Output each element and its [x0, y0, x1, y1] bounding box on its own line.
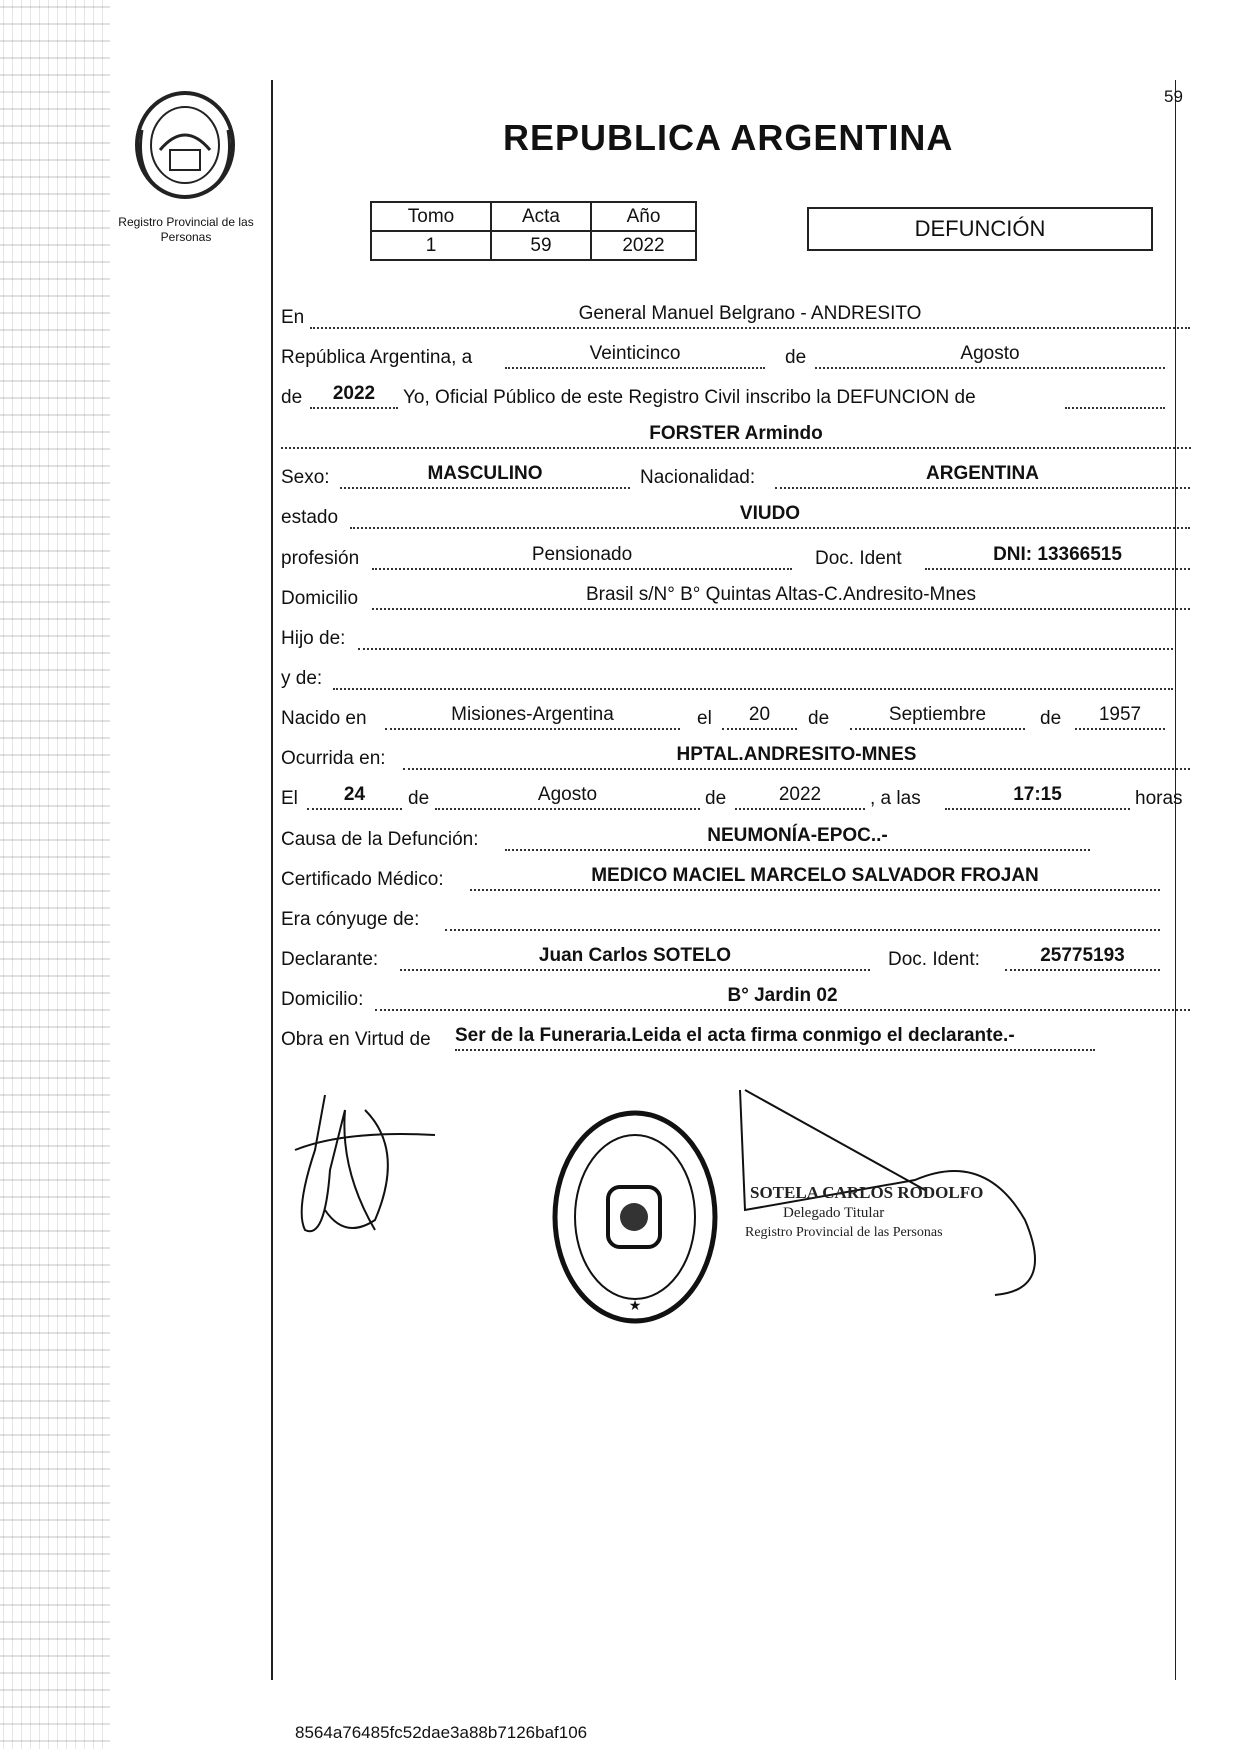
label-el: el — [697, 708, 712, 729]
value-deceased-name: FORSTER Armindo — [281, 423, 1191, 449]
value-profession: Pensionado — [372, 544, 792, 570]
value-doctor: MEDICO MACIEL MARCELO SALVADOR FROJAN — [470, 865, 1160, 891]
value-civil-status: VIUDO — [350, 503, 1190, 529]
scan-edge-noise — [0, 0, 110, 1749]
value-birth-month: Septiembre — [850, 704, 1025, 730]
official-name: SOTELA CARLOS RODOLFO — [750, 1183, 984, 1202]
official-title: Delegado Titular — [783, 1205, 885, 1221]
label-ocurrida-en: Ocurrida en: — [281, 748, 386, 769]
value-death-day: 24 — [307, 784, 402, 810]
declarant-signature-icon — [285, 1090, 445, 1250]
label-declarante: Declarante: — [281, 949, 379, 970]
label-doc-ident: Doc. Ident — [815, 548, 902, 569]
blank-inscribo — [1065, 383, 1165, 409]
provincial-seal-icon — [130, 90, 240, 205]
document-hash: 8564a76485fc52dae3a88b7126baf106 — [295, 1723, 588, 1742]
value-death-place: HPTAL.ANDRESITO-MNES — [403, 744, 1190, 770]
label-republica: República Argentina, a — [281, 347, 473, 368]
blank-conyuge — [445, 905, 1160, 931]
value-death-time: 17:15 — [945, 784, 1130, 810]
label-el2: El — [281, 788, 298, 809]
label-profesion: profesión — [281, 548, 360, 569]
label-estado: estado — [281, 507, 339, 528]
label-de-e: de — [705, 788, 727, 809]
label-nacionalidad: Nacionalidad: — [640, 467, 756, 488]
label-y-de: y de: — [281, 668, 323, 689]
value-birth-place: Misiones-Argentina — [385, 704, 680, 730]
label-de2: de — [281, 387, 303, 408]
record-value-acta: 59 — [491, 231, 591, 260]
label-de-c: de — [1040, 708, 1062, 729]
value-address: Brasil s/N° B° Quintas Altas-C.Andresito-Mnes — [372, 584, 1190, 610]
value-nationality: ARGENTINA — [775, 463, 1190, 489]
record-header-ano: Año — [591, 202, 696, 231]
record-type-box: DEFUNCIÓN — [807, 207, 1153, 251]
value-sex: MASCULINO — [340, 463, 630, 489]
label-hijo-de: Hijo de: — [281, 628, 346, 649]
label-de-b: de — [808, 708, 830, 729]
label-domicilio: Domicilio — [281, 588, 359, 609]
value-declarant: Juan Carlos SOTELO — [400, 945, 870, 971]
value-declarant-doc: 25775193 — [1005, 945, 1160, 971]
record-header-tomo: Tomo — [371, 202, 491, 231]
label-inscribo: Yo, Oficial Público de este Registro Civil inscribo la DEFUNCION de — [403, 387, 976, 408]
value-birth-year: 1957 — [1075, 704, 1165, 730]
value-death-year: 2022 — [735, 784, 865, 810]
label-doc-ident2: Doc. Ident: — [888, 949, 980, 970]
value-month: Agosto — [815, 343, 1165, 369]
value-day-words: Veinticinco — [505, 343, 765, 369]
blank-hijo-de — [358, 624, 1173, 650]
record-header-acta: Acta — [491, 202, 591, 231]
label-en: En — [281, 307, 305, 328]
blank-y-de — [333, 664, 1173, 690]
label-a-las: , a las — [870, 788, 921, 809]
record-value-tomo: 1 — [371, 231, 491, 260]
label-certificado: Certificado Médico: — [281, 869, 444, 890]
registry-name: Registro Provincial de las Personas — [118, 215, 254, 244]
value-obra: Ser de la Funeraria.Leida el acta firma conmigo el declarante.- — [455, 1025, 1095, 1051]
label-conyuge: Era cónyuge de: — [281, 909, 420, 930]
label-obra: Obra en Virtud de — [281, 1029, 431, 1050]
registry-stamp-icon — [548, 1105, 723, 1330]
value-declarant-address: B° Jardin 02 — [375, 985, 1190, 1011]
svg-text:★: ★ — [628, 1298, 642, 1314]
label-sexo: Sexo: — [281, 467, 330, 488]
label-horas: horas — [1135, 788, 1183, 809]
value-cause: NEUMONÍA-EPOC..- — [505, 825, 1090, 851]
record-value-ano: 2022 — [591, 231, 696, 260]
document-title: REPUBLICA ARGENTINA — [503, 117, 954, 158]
label-de-d: de — [408, 788, 430, 809]
value-year: 2022 — [310, 383, 398, 409]
record-table — [370, 201, 697, 261]
value-birth-day: 20 — [722, 704, 797, 730]
label-domicilio2: Domicilio: — [281, 989, 364, 1010]
official-office: Registro Provincial de las Personas — [745, 1225, 943, 1240]
value-death-month: Agosto — [435, 784, 700, 810]
label-de: de — [785, 347, 807, 368]
label-causa: Causa de la Defunción: — [281, 829, 479, 850]
value-place: General Manuel Belgrano - ANDRESITO — [310, 303, 1190, 329]
label-nacido-en: Nacido en — [281, 708, 367, 729]
value-dni: DNI: 13366515 — [925, 544, 1190, 570]
left-margin-rule — [271, 80, 273, 1680]
page-number: 59 — [1164, 87, 1183, 106]
